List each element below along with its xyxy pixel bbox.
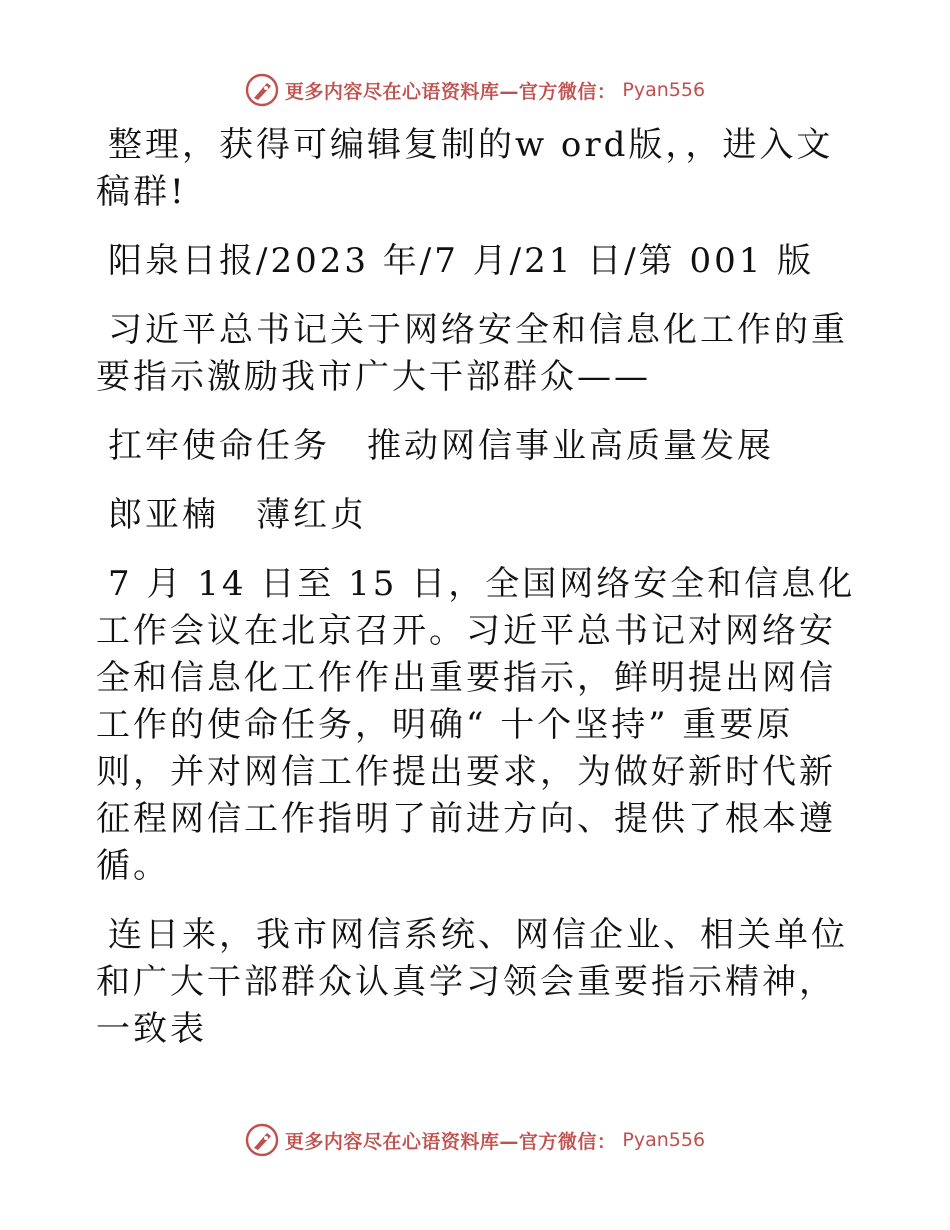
watermark-text: 更多内容尽在心语资料库—官方微信：: [284, 1130, 617, 1153]
pen-nib-logo-icon: [245, 1123, 279, 1157]
watermark-header: [0, 70, 950, 110]
paragraph-headline-lead: 习近平总书记关于网络安全和信息化工作的重要指示激励我市广大干部群众——: [96, 310, 848, 397]
paragraph-authors: 郎亚楠 薄红贞: [108, 495, 367, 535]
watermark-brand: Pyan556: [622, 79, 706, 101]
document-body: [96, 122, 856, 1075]
paragraph-body-2: 连日来，我市网信系统、网信企业、相关单位和广大干部群众认真学习领会重要指示精神，一致表: [96, 915, 848, 1049]
paragraph-body-1: 7 月 14 日至 15 日，全国网络安全和信息化工作会议在北京召开。习近平总书记对网络安全和信息化工作作出重要指示，鲜明提出网信工作的使命任务，明确“ 十个坚持” 重要原则，并对网信工作提出要求，为做好新时代新征程网信工作指明了前进方向、提供了根本遵循。: [96, 564, 856, 886]
watermark-text: 更多内容尽在心语资料库—官方微信：: [284, 80, 617, 103]
pen-nib-logo-icon: [245, 73, 279, 107]
paragraph-source: 阳泉日报/2023 年/7 月/21 日/第 001 版: [108, 241, 815, 281]
watermark-footer: [0, 1120, 950, 1160]
watermark-brand: Pyan556: [622, 1129, 706, 1151]
paragraph-intro: 整理，获得可编辑复制的w ord版，，进入文稿群!: [96, 125, 834, 212]
paragraph-headline-main: 扛牢使命任务 推动网信事业高质量发展: [108, 426, 774, 466]
